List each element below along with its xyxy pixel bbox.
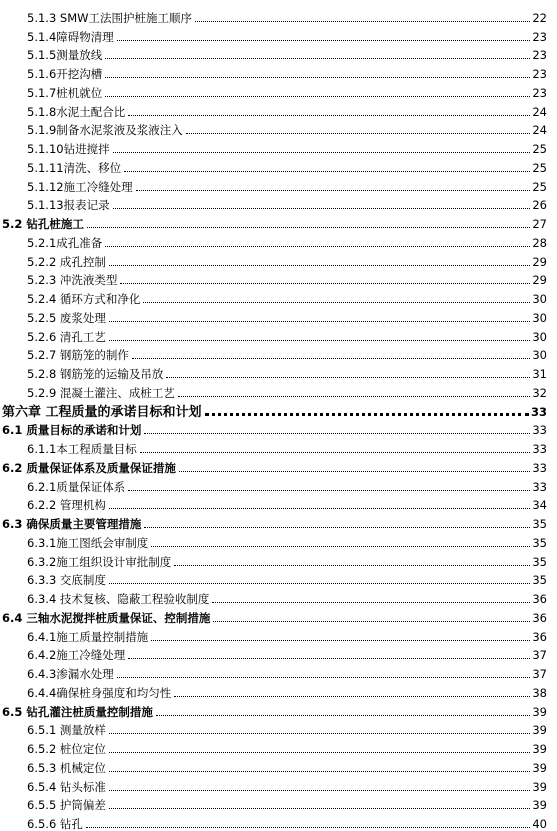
toc-entry-label: 6.5.5 护筒偏差 [27, 798, 106, 813]
toc-entry-label: 6.4.2施工冷缝处理 [27, 648, 126, 663]
toc-entry-label: 5.1.10钻进搅拌 [27, 142, 110, 156]
toc-entry-label: 6.5.2 桩位定位 [27, 742, 106, 756]
dot-leader [143, 302, 530, 303]
dot-leader [86, 827, 530, 828]
toc-section-entry[interactable] [0, 606, 557, 625]
dot-leader [156, 715, 530, 716]
dot-leader [109, 265, 530, 266]
dot-leader [179, 471, 530, 472]
toc-page-number: 39 [532, 798, 547, 813]
toc-subsection-entry[interactable] [0, 194, 557, 213]
toc-section-entry[interactable] [0, 456, 557, 475]
dot-leader [105, 77, 530, 78]
toc-subsection-entry[interactable] [0, 6, 557, 25]
dot-leader [178, 396, 530, 397]
toc-entry-label: 6.5.4 钻头标准 [27, 779, 106, 794]
dot-leader [213, 621, 530, 622]
toc-subsection-entry[interactable] [0, 156, 557, 175]
dot-leader [144, 433, 530, 434]
toc-chapter-entry[interactable] [0, 400, 557, 419]
dot-leader [186, 133, 531, 134]
dot-leader [205, 413, 529, 416]
toc-entry-label: 5.1.13报表记录 [27, 198, 110, 213]
toc-page-number: 30 [532, 292, 547, 306]
dot-leader [109, 583, 530, 584]
toc-page-number: 25 [532, 142, 547, 156]
toc-page-number: 39 [532, 723, 547, 738]
toc-subsection-entry[interactable] [0, 62, 557, 81]
toc-page-number: 37 [532, 648, 547, 663]
toc-page-number: 35 [532, 554, 547, 569]
toc-page-number: 33 [532, 442, 547, 456]
toc-entry-label: 5.1.3 SMW工法围护桩施工顺序 [27, 10, 193, 25]
toc-page-number: 27 [532, 217, 547, 231]
toc-entry-label: 6.3.4 技术复核、隐蔽工程验收制度 [27, 592, 210, 606]
toc-subsection-entry[interactable] [0, 550, 557, 569]
toc-page-number: 25 [532, 179, 547, 194]
toc-subsection-entry[interactable] [0, 344, 557, 363]
toc-entry-label: 5.2.3 冲洗液类型 [27, 273, 118, 288]
toc-page-number: 36 [532, 592, 547, 606]
toc-subsection-entry[interactable] [0, 737, 557, 756]
toc-subsection-entry[interactable] [0, 362, 557, 381]
dot-leader [105, 96, 530, 97]
toc-entry-label: 5.2.6 清孔工艺 [27, 329, 106, 344]
toc-entry-label: 6.1.1本工程质量目标 [27, 442, 137, 456]
toc-page-number: 33 [532, 460, 547, 475]
toc-entry-label: 5.1.8水泥土配合比 [27, 104, 126, 119]
dot-leader [117, 677, 531, 678]
toc-subsection-entry[interactable] [0, 175, 557, 194]
toc-page-number: 37 [532, 667, 547, 681]
toc-entry-label: 5.2.9 混凝土灌注、成桩工艺 [27, 385, 175, 400]
toc-subsection-entry[interactable] [0, 100, 557, 119]
toc-subsection-entry[interactable] [0, 306, 557, 325]
toc-subsection-entry[interactable] [0, 662, 557, 681]
toc-page-number: 33 [530, 404, 547, 419]
toc-subsection-entry[interactable] [0, 81, 557, 100]
toc-subsection-entry[interactable] [0, 756, 557, 775]
toc-subsection-entry[interactable] [0, 625, 557, 644]
dot-leader [174, 696, 530, 697]
dot-leader [128, 658, 530, 659]
toc-subsection-entry[interactable] [0, 287, 557, 306]
toc-page-number: 38 [532, 685, 547, 700]
toc-subsection-entry[interactable] [0, 231, 557, 250]
toc-page-number: 32 [532, 385, 547, 400]
toc-subsection-entry[interactable] [0, 775, 557, 794]
toc-subsection-entry[interactable] [0, 137, 557, 156]
toc-subsection-entry[interactable] [0, 25, 557, 44]
toc-subsection-entry[interactable] [0, 119, 557, 138]
toc-entry-label: 5.1.6开挖沟槽 [27, 67, 103, 81]
toc-entry-label: 6.3.2施工组织设计审批制度 [27, 554, 172, 569]
dot-leader [174, 565, 530, 566]
toc-entry-label: 6.3.1施工图纸会审制度 [27, 535, 149, 550]
toc-entry-label: 第六章 工程质量的承诺目标和计划 [2, 404, 202, 420]
dot-leader [113, 152, 531, 153]
toc-subsection-entry[interactable] [0, 44, 557, 63]
toc-subsection-entry[interactable] [0, 381, 557, 400]
toc-entry-label: 5.2.2 成孔控制 [27, 254, 106, 269]
toc-page-number: 36 [532, 610, 547, 625]
toc-entry-label: 6.4.3渗漏水处理 [27, 667, 114, 681]
toc-entry-label: 5.1.11清洗、移位 [27, 160, 122, 175]
toc-page-number: 25 [532, 160, 547, 175]
dot-leader [109, 771, 530, 772]
toc-section-entry[interactable] [0, 512, 557, 531]
toc-page-number: 30 [532, 329, 547, 344]
dot-leader [140, 452, 531, 453]
dot-leader [105, 246, 530, 247]
toc-subsection-entry[interactable] [0, 325, 557, 344]
table-of-contents [0, 6, 557, 831]
toc-page-number: 35 [532, 535, 547, 550]
dot-leader [212, 602, 530, 603]
toc-page-number: 23 [532, 85, 547, 100]
toc-entry-label: 6.2.1质量保证体系 [27, 479, 126, 494]
toc-page-number: 23 [532, 48, 547, 63]
toc-page-number: 33 [532, 479, 547, 494]
dot-leader [144, 527, 530, 528]
toc-subsection-entry[interactable] [0, 681, 557, 700]
dot-leader [132, 358, 530, 359]
toc-entry-label: 5.2.7 钢筋笼的制作 [27, 348, 129, 363]
dot-leader [166, 377, 530, 378]
toc-section-entry[interactable] [0, 212, 557, 231]
toc-page-number: 35 [532, 573, 547, 588]
toc-page-number: 36 [532, 629, 547, 644]
dot-leader [124, 171, 530, 172]
toc-entry-label: 6.3 确保质量主要管理措施 [2, 517, 142, 531]
toc-subsection-entry[interactable] [0, 719, 557, 738]
toc-page-number: 30 [532, 348, 547, 363]
toc-entry-label: 6.2 质量保证体系及质量保证措施 [2, 460, 176, 475]
dot-leader [109, 321, 530, 322]
toc-page-number: 39 [532, 760, 547, 775]
toc-page-number: 31 [532, 367, 547, 381]
toc-entry-label: 5.2 钻孔桩施工 [2, 217, 84, 231]
toc-entry-label: 6.3.3 交底制度 [27, 573, 106, 588]
toc-page-number: 39 [532, 704, 547, 719]
dot-leader [109, 808, 530, 809]
dot-leader [120, 283, 530, 284]
toc-subsection-entry[interactable] [0, 794, 557, 813]
toc-page-number: 33 [532, 423, 547, 438]
toc-entry-label: 5.1.12施工冷缝处理 [27, 179, 133, 194]
toc-entry-label: 5.1.5测量放线 [27, 48, 103, 63]
toc-page-number: 26 [532, 198, 547, 213]
toc-page-number: 24 [532, 123, 547, 138]
toc-subsection-entry[interactable] [0, 587, 557, 606]
toc-subsection-entry[interactable] [0, 569, 557, 588]
toc-subsection-entry[interactable] [0, 269, 557, 288]
dot-leader [128, 115, 530, 116]
toc-entry-label: 5.1.4障碍物清理 [27, 29, 114, 44]
toc-subsection-entry[interactable] [0, 644, 557, 663]
dot-leader [151, 640, 530, 641]
toc-page-number: 34 [532, 498, 547, 513]
toc-entry-label: 5.1.7桩机就位 [27, 85, 103, 100]
toc-page-number: 29 [532, 254, 547, 269]
toc-entry-label: 6.5.1 测量放样 [27, 723, 106, 738]
toc-entry-label: 6.5.3 机械定位 [27, 760, 106, 775]
toc-entry-label: 6.4.4确保桩身强度和均匀性 [27, 685, 172, 700]
toc-page-number: 22 [532, 10, 547, 25]
toc-page-number: 23 [532, 67, 547, 81]
dot-leader [109, 752, 530, 753]
toc-section-entry[interactable] [0, 700, 557, 719]
toc-entry-label: 5.1.9制备水泥浆液及浆液注入 [27, 123, 183, 138]
dot-leader [109, 790, 530, 791]
dot-leader [109, 508, 530, 509]
toc-entry-label: 6.1 质量目标的承诺和计划 [2, 423, 142, 438]
toc-page-number: 29 [532, 273, 547, 288]
toc-page-number: 23 [532, 29, 547, 44]
dot-leader [87, 227, 530, 228]
dot-leader [195, 21, 530, 22]
toc-page-number: 35 [532, 517, 547, 531]
dot-leader [128, 490, 530, 491]
toc-entry-label: 6.5 钻孔灌注桩质量控制措施 [2, 704, 153, 719]
dot-leader [151, 546, 530, 547]
toc-subsection-entry[interactable] [0, 437, 557, 456]
dot-leader [136, 190, 531, 191]
toc-entry-label: 6.5.6 钻孔 [27, 817, 83, 831]
toc-subsection-entry[interactable] [0, 812, 557, 831]
toc-subsection-entry[interactable] [0, 531, 557, 550]
dot-leader [113, 208, 531, 209]
toc-subsection-entry[interactable] [0, 250, 557, 269]
toc-page-number: 39 [532, 742, 547, 756]
toc-page-number: 24 [532, 104, 547, 119]
toc-section-entry[interactable] [0, 419, 557, 438]
dot-leader [117, 40, 531, 41]
toc-entry-label: 6.2.2 管理机构 [27, 498, 106, 513]
toc-subsection-entry[interactable] [0, 494, 557, 513]
toc-entry-label: 5.2.8 钢筋笼的运输及吊放 [27, 367, 164, 381]
toc-entry-label: 5.2.1成孔准备 [27, 235, 103, 250]
toc-page-number: 39 [532, 779, 547, 794]
toc-page-number: 40 [532, 817, 547, 831]
toc-entry-label: 6.4 三轴水泥搅拌桩质量保证、控制措施 [2, 610, 211, 625]
dot-leader [105, 58, 530, 59]
toc-subsection-entry[interactable] [0, 475, 557, 494]
toc-page-number: 30 [532, 310, 547, 325]
toc-page-number: 28 [532, 235, 547, 250]
dot-leader [109, 340, 530, 341]
toc-entry-label: 6.4.1施工质量控制措施 [27, 629, 149, 644]
toc-entry-label: 5.2.4 循环方式和净化 [27, 292, 141, 306]
toc-entry-label: 5.2.5 废浆处理 [27, 310, 106, 325]
dot-leader [109, 733, 530, 734]
